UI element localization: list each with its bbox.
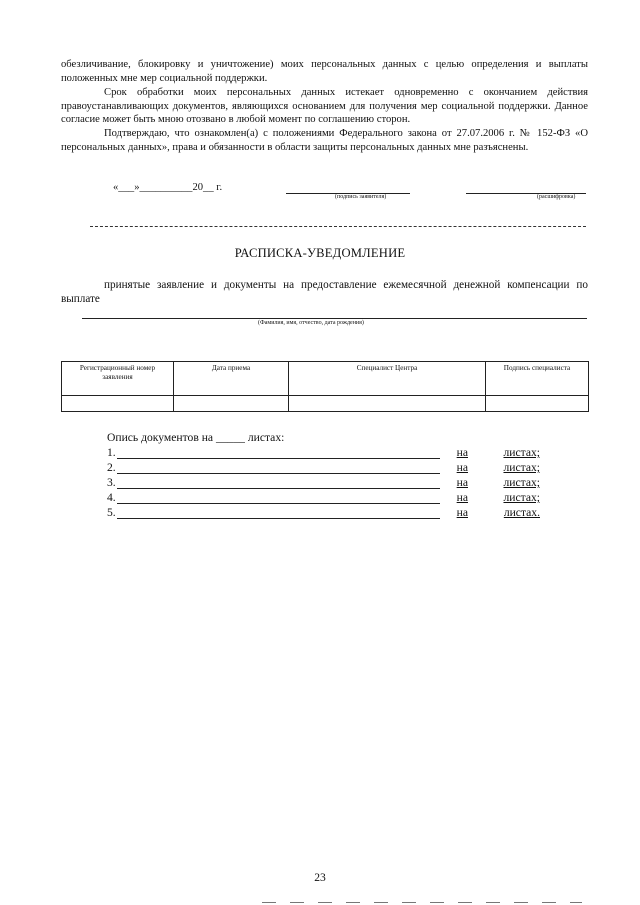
inventory-item-sheets: листах; [503,461,540,474]
inventory-item-line[interactable] [117,503,440,504]
inventory-item-number: 4. [107,491,116,504]
receipt-title: РАСПИСКА-УВЕДОМЛЕНИЕ [234,246,406,260]
table-header-row [62,362,589,396]
inventory-item-sheets: листах; [503,476,540,489]
inventory-item-na: на [456,506,468,519]
inventory-item-line[interactable] [117,458,440,459]
inventory-item [107,446,540,460]
inventory-item-number: 3. [107,476,116,489]
name-caption: (Фамилия, имя, отчество, дата рождения) [258,320,364,326]
inventory-item-na: на [456,461,468,474]
page-number: 23 [314,871,326,884]
cell-specialist-signature[interactable] [486,396,589,412]
inventory-item-sheets: листах; [503,446,540,459]
inventory-item-na: на [456,476,468,489]
consent-paragraph-1: обезличивание, блокировку и уничтожение) моих персональных данных с целью определения и выплаты положенных мне мер социальной поддержки. [61,59,588,84]
cell-date-received[interactable] [174,396,289,412]
cell-center-specialist[interactable] [289,396,486,412]
inventory-item-number: 1. [107,446,116,459]
header-registration-number: Регистрационный номер заявления [62,362,174,396]
header-center-specialist: Специалист Центра [289,362,486,396]
inventory-item-na: на [456,491,468,504]
cut-line [90,226,586,227]
inventory-item-sheets: листах; [503,491,540,504]
inventory-item-na: на [456,446,468,459]
name-line [82,318,587,319]
table-row [62,396,589,412]
inventory-item-line[interactable] [117,488,440,489]
registration-table [61,361,589,412]
scan-artifacts [262,902,582,903]
inventory-item [107,476,540,490]
inventory-item-sheets: листах. [503,506,540,519]
inventory-item-number: 5. [107,506,116,519]
header-date-received: Дата приема [174,362,289,396]
cell-registration-number[interactable] [62,396,174,412]
inventory-item [107,491,540,505]
inventory-item [107,461,540,475]
inventory-item-number: 2. [107,461,116,474]
inventory-item-line[interactable] [117,518,440,519]
date-line: «___»__________20__ г. [113,182,223,193]
inventory-item-line[interactable] [117,473,440,474]
inventory-item [107,506,540,520]
consent-paragraph-2: Срок обработки моих персональных данных истекает одновременно с окончанием действия правоустанавливающих документов, являющихся основанием для получения мер социальной поддержки. Данное согласие может быть мною отозвано в любой момент по соглашению сторон. [61,87,588,126]
receipt-body: принятые заявление и документы на предоставление ежемесячной денежной компенсации по выплате [61,279,588,306]
decoding-caption: (расшифровка) [537,194,576,200]
inventory-title: Опись документов на _____ листах: [107,431,285,444]
consent-paragraph-3: Подтверждаю, что ознакомлен(а) с положениями Федерального закона от 27.07.2006 г. № 152-ФЗ «О персональных данных», права и обязанности в области защиты персональных данных мне разъяснены. [61,128,588,153]
applicant-signature-caption: (подпись заявителя) [335,194,387,200]
header-specialist-signature: Подпись специалиста [486,362,589,396]
